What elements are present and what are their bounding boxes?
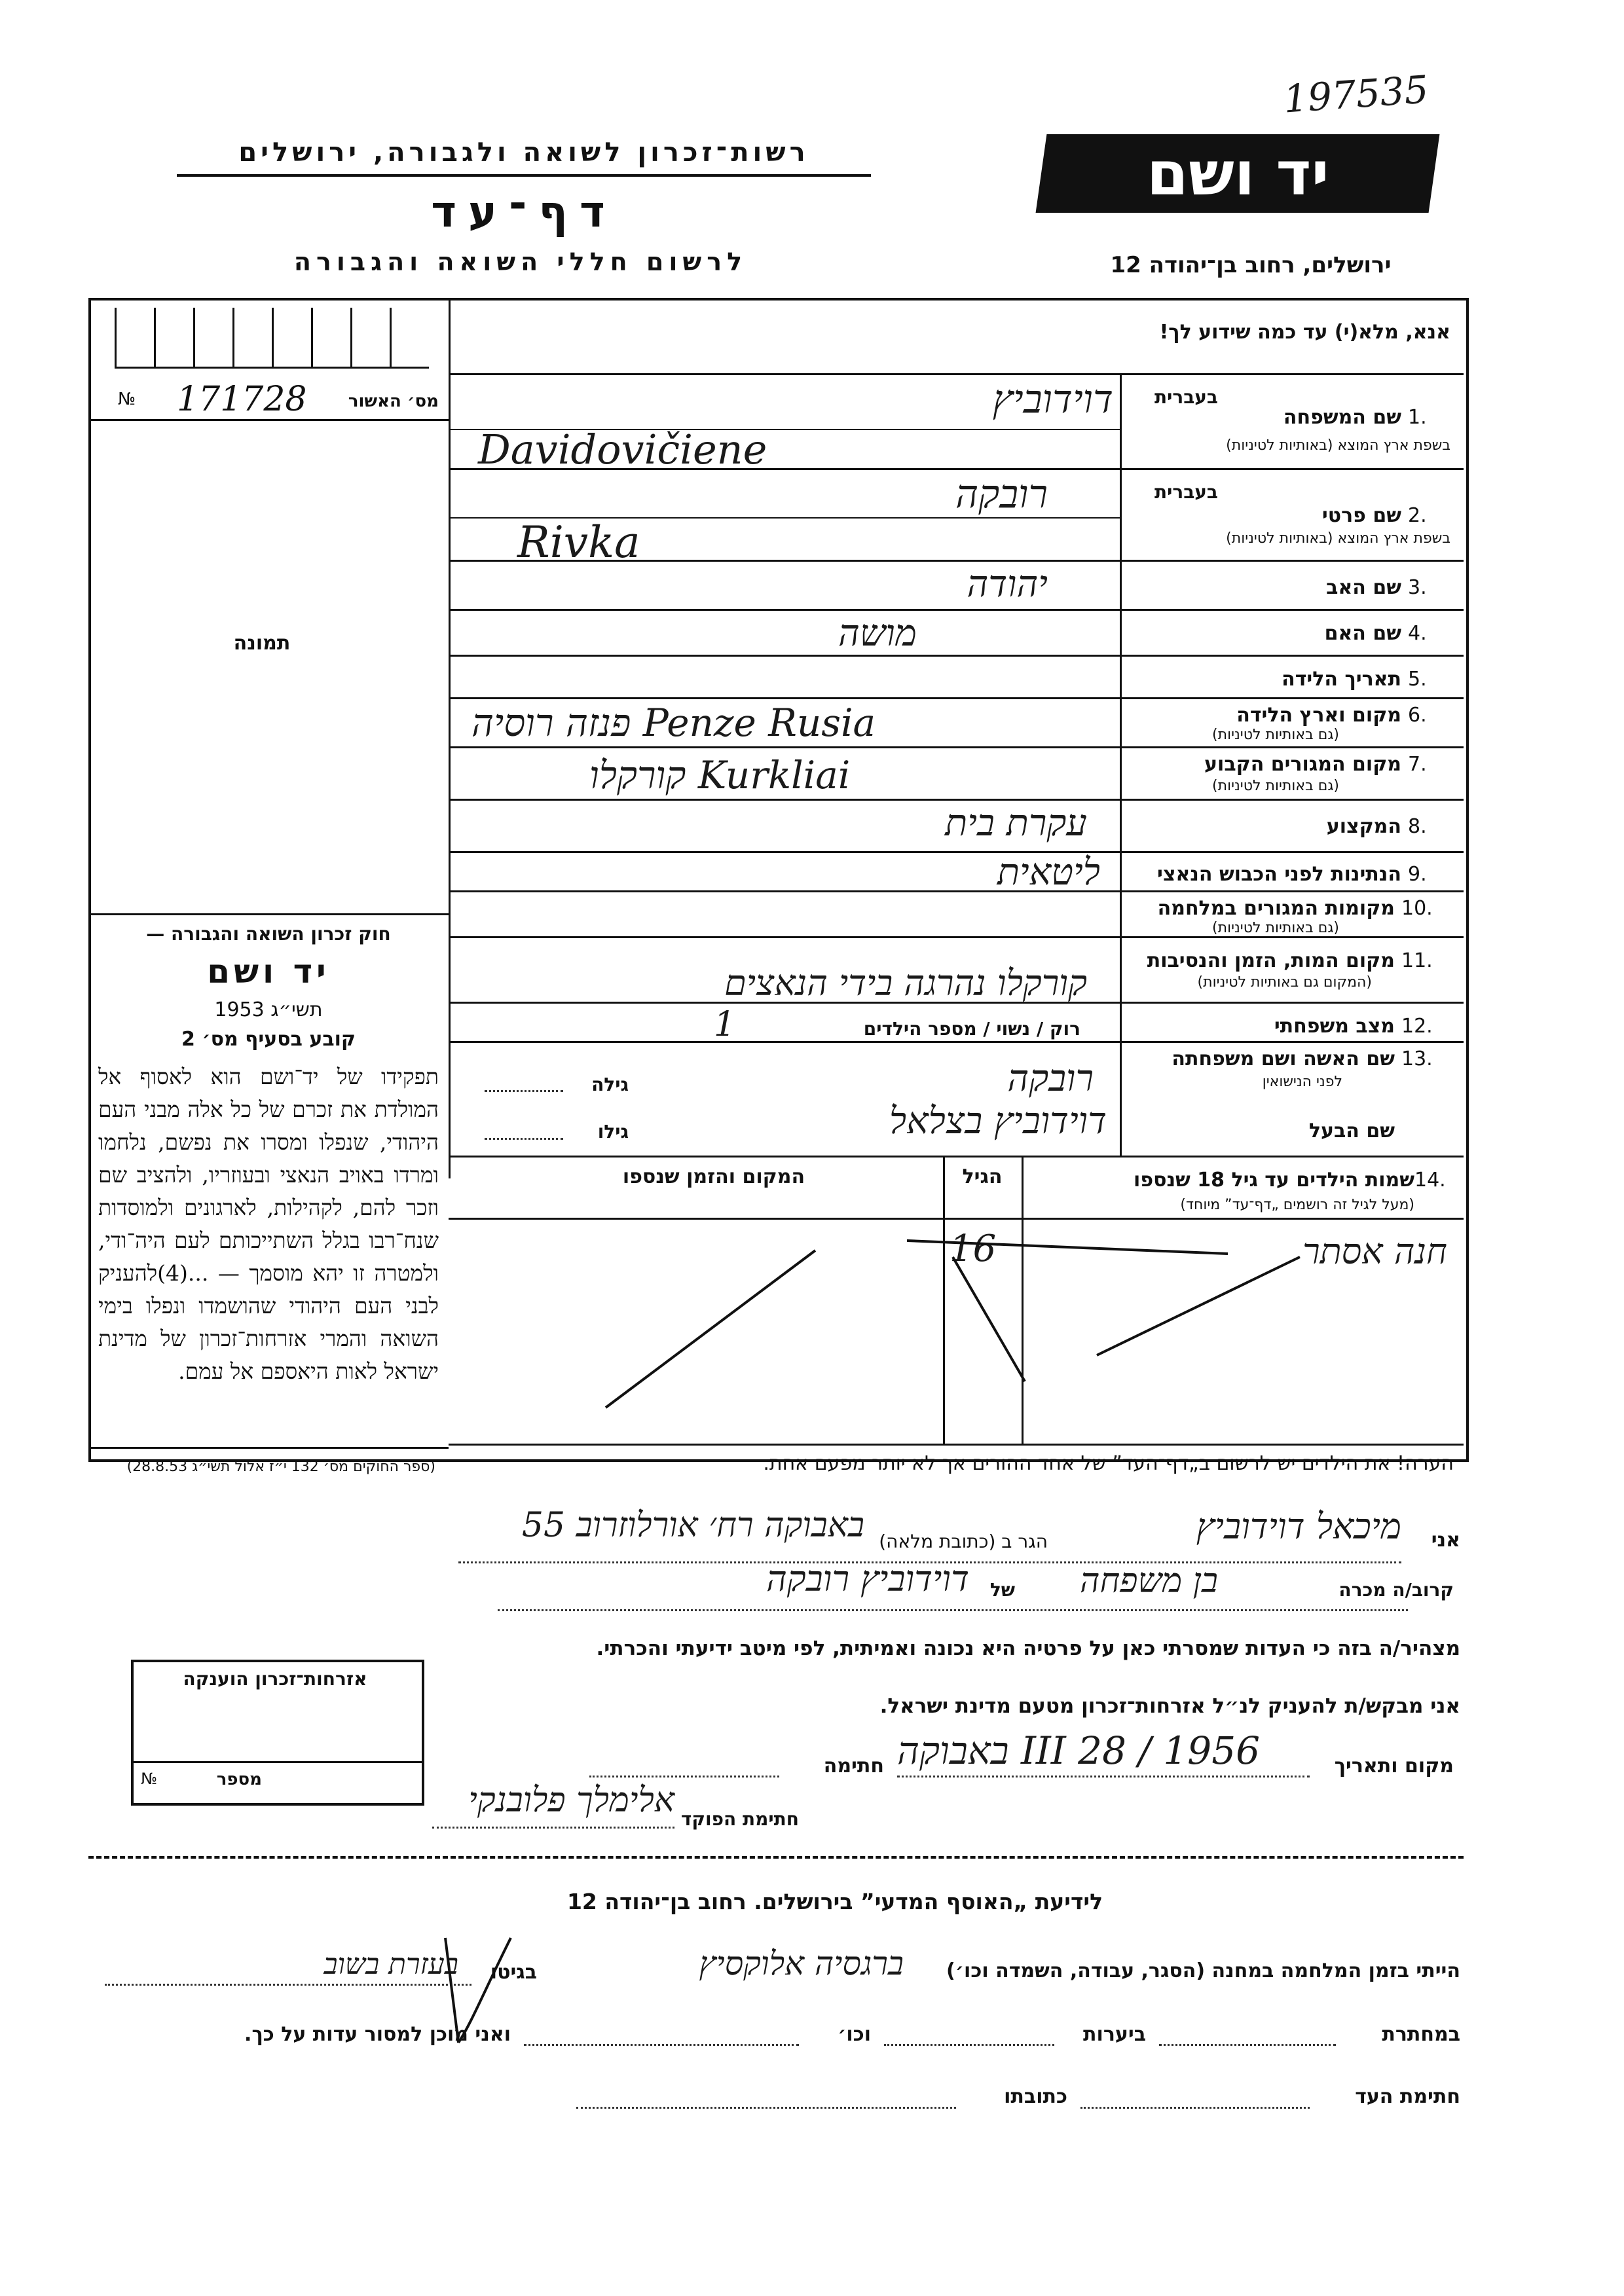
field-4-label: שם האם (1324, 622, 1401, 645)
footer-testimony-text: ואני מוכן למסור עדות על כך. (244, 2023, 511, 2046)
field-2-value-heb: רובקה (955, 471, 1048, 517)
law-year: תשי״ג 1953 (214, 998, 323, 1021)
field-11-value: קורקלו נהרגה בידי הנאצים (724, 962, 1087, 1004)
field-12-label: מצב משפחתי (1274, 1015, 1395, 1038)
decl-officer-signature: אלימלך פלובנקי (468, 1781, 674, 1820)
field-10-label: מקומות המגורים במלחמה (1157, 897, 1395, 920)
field-7-value: קורקלו Kurkliai (589, 753, 851, 797)
remark-text: הערה! את הילדים יש לרשום ב„דף־העד” של אחד ההורים אך לא יותר מפעם אחת. (763, 1452, 1454, 1475)
field-7-label: מקום המגורים הקבוע (1204, 753, 1401, 776)
photo-label: תמונה (233, 632, 291, 655)
decl-relation-label: קרוב/ה מכרה (1338, 1579, 1454, 1601)
field-3-num: 3. (1408, 576, 1427, 599)
field-13-age-label: גילה (591, 1074, 629, 1095)
approval-number: 171728 (177, 380, 307, 419)
footer-witness-signature-label: חתימת העד (1355, 2085, 1460, 2108)
field-1-value-lat: Davidovičiene (478, 426, 767, 473)
field-13-value: רובקה (1007, 1057, 1094, 1100)
footer-address-label: כתובתו (1004, 2085, 1067, 2108)
decl-statement: מצהיר/ה בזה כי העדות שמסרתי כאן על פרטיה היא נכונה ואמיתית, לפי מיטב ידיעתי והכרתי. (596, 1637, 1460, 1660)
field-1-note: בשפת ארץ המוצא (באותיות לטיניות) (1226, 437, 1450, 454)
law-text: תפקידו של יד־ושם הוא לאסוף אל המולדת את זכרם של כל אלה מבני העם היהודי, שנפלו ומסרו את נפשם, נלחמו ומרדו באויב הנאצי ובעוזריו, ולהציב שם וזכר להם, לקהילות, לארגונים ולמוסדות שנח־רבו בגלל השתייכותם לעם היה־ודי, ולמטרה זו יהא מוסמך — ...(4)להעניק לבני העם היהודי שהושמדו ונפלו בימי השואה והמרי אזרחות־זכרון של מדינת ישראל לאות היאספם אל עמם. (98, 1064, 439, 1384)
law-section: קובע בסעיף מס׳ 2 (181, 1028, 356, 1051)
law-ref: (ספר החוקים מס׳ 132 י״ז אלול תשי״ג 28.8.53) (126, 1459, 435, 1475)
field-4-num: 4. (1408, 622, 1427, 645)
field-10-num: 10. (1401, 897, 1433, 920)
decl-address: באבוקה רח׳ אורלוזרוב 55 (521, 1506, 864, 1545)
footer-forests-label: ביערות (1083, 2023, 1146, 2046)
decl-place-value: באבוקה III 28 / 1956 (897, 1728, 1261, 1773)
child-age: 16 (950, 1228, 997, 1270)
law-name: יד ושם (207, 953, 330, 991)
field-13-note: לפני הנישואין (1262, 1074, 1342, 1090)
field-8-value: עקרת בית (945, 802, 1087, 845)
footer-title: לידיעת „האוסף המדעי” בירושלים. רחוב בן־יהודה 12 (566, 1889, 1103, 1914)
footer-ghetto-value: בעזרת בשוב (323, 1948, 458, 1981)
field-11-label: מקום המות, הזמן והנסיבות (1147, 949, 1395, 972)
citizenship-title: אזרחות־זכרון הוענקה (183, 1668, 367, 1690)
field-2-heb: בעברית (1154, 481, 1218, 503)
field-6-value: פנזה רוסיה Penze Rusia (471, 701, 876, 745)
decl-signature-label: חתימה (823, 1755, 884, 1777)
footer-ghetto-label: בגיטו (490, 1961, 537, 1984)
intro-text: אנא, מלא(י) עד כמה שידוע לך! (1159, 321, 1450, 344)
field-1-heb: בעברית (1154, 386, 1218, 408)
children-col-note: (מעל לגיל זה רושמים „דף־עד” מיוחד) (1180, 1197, 1414, 1213)
citizenship-no-sign: № (141, 1770, 157, 1788)
husband-age-label: גילו (597, 1121, 629, 1142)
field-5-num: 5. (1408, 668, 1427, 691)
footer-camp-value: ברגסיה אלוקסיץ (699, 1944, 904, 1982)
authority-title: רשות־זכרון לשואה ולגבורה, ירושלים (238, 137, 809, 168)
field-10-note: (גם באותיות לטיניות) (1212, 920, 1339, 936)
logo-text: יד ושם (1146, 138, 1329, 209)
citizenship-number-label: מספר (216, 1770, 262, 1789)
field-1-num: 1. (1408, 406, 1427, 429)
table-strike-lines (449, 1218, 1464, 1444)
field-2-label: שם פרטי (1321, 504, 1401, 527)
law-title: חוק זכרון השואה והגבורה — (146, 923, 391, 945)
form-title: דף־עד (431, 187, 617, 237)
field-9-num: 9. (1408, 863, 1427, 886)
field-12-options: רוק / נשוי / מספר הילדים (863, 1018, 1080, 1040)
approval-no-sign: № (118, 390, 136, 409)
approval-grid (115, 308, 429, 369)
decl-name: מיכאל דוידוביץ (1196, 1506, 1401, 1547)
field-3-label: שם האב (1326, 576, 1401, 599)
reference-number: 197535 (1282, 67, 1430, 122)
field-13-label: שם האשה ושם משפחתה (1172, 1048, 1395, 1070)
field-12-children: 1 (714, 1005, 736, 1044)
husband-value: דוידוביץ בצלאל (889, 1100, 1107, 1142)
field-7-num: 7. (1408, 753, 1427, 776)
children-col-place: המקום והזמן שנספו (622, 1165, 805, 1188)
husband-label: שם הבעל (1308, 1120, 1395, 1142)
field-12-num: 12. (1401, 1015, 1433, 1038)
child-name: חנה אסתר (1302, 1231, 1447, 1272)
field-8-label: המקצוע (1326, 815, 1401, 838)
field-7-note: (גם באותיות לטיניות) (1212, 778, 1339, 794)
footer-bracket-mark (432, 1925, 524, 2056)
footer-etc-label: וכו׳ (838, 2023, 871, 2046)
decl-request: אני מבקש/ת להעניק לנ״ל אזרחות־זכרון מטעם מדינת ישראל. (879, 1694, 1460, 1718)
field-2-value-lat: Rivka (517, 517, 640, 568)
footer-underground-label: במחתרת (1382, 2023, 1460, 2046)
field-4-value: מושה (838, 612, 917, 655)
children-table-num: 14. (1414, 1169, 1446, 1192)
field-9-value: ליטאית (997, 851, 1100, 894)
field-1-label: שם המשפחה (1283, 406, 1401, 429)
field-8-num: 8. (1408, 815, 1427, 838)
yad-vashem-logo (1036, 134, 1440, 213)
decl-prefix: אני (1431, 1529, 1460, 1552)
field-6-label: מקום וארץ הלידה (1236, 704, 1401, 727)
field-5-label: תאריך הלידה (1282, 668, 1401, 691)
field-11-note: (המקום גם באותיות לטיניות) (1197, 974, 1372, 991)
children-col-age: הגיל (962, 1165, 1003, 1188)
field-2-note: בשפת ארץ המוצא (באותיות לטיניות) (1226, 530, 1450, 547)
decl-victim-name: דוידוביץ רובקה (766, 1558, 969, 1599)
field-1-value-heb: דוידוביץ (992, 376, 1113, 422)
field-6-num: 6. (1408, 704, 1427, 727)
decl-address-label: הגר ב (כתובת מלאה) (879, 1531, 1048, 1552)
field-6-note: (גם באותיות לטיניות) (1212, 727, 1339, 743)
field-9-label: הנתינות לפני הכבוש הנאצי (1157, 863, 1401, 886)
address: ירושלים, רחוב בן־יהודה 12 (1110, 252, 1392, 278)
field-13-num: 13. (1401, 1048, 1433, 1070)
decl-of: של (989, 1579, 1015, 1601)
field-11-num: 11. (1401, 949, 1433, 972)
decl-relation: בן משפחה (1080, 1561, 1218, 1601)
field-2-num: 2. (1408, 504, 1427, 527)
field-3-value: יהודה (967, 563, 1048, 606)
approval-label: מס׳ האשור (348, 392, 439, 411)
footer-camp-label: הייתי בזמן המלחמה במחנה (הסגר, עבודה, השמדה וכו׳) (946, 1959, 1460, 1982)
form-subtitle: לרשום חללי השואה והגבורה (293, 247, 748, 276)
decl-officer-label: חתימת הפוקד (680, 1808, 799, 1830)
decl-place-label: מקום ותאריך (1334, 1755, 1454, 1777)
children-col-names: שמות הילדים עד גיל 18 שנספו (1134, 1169, 1414, 1192)
